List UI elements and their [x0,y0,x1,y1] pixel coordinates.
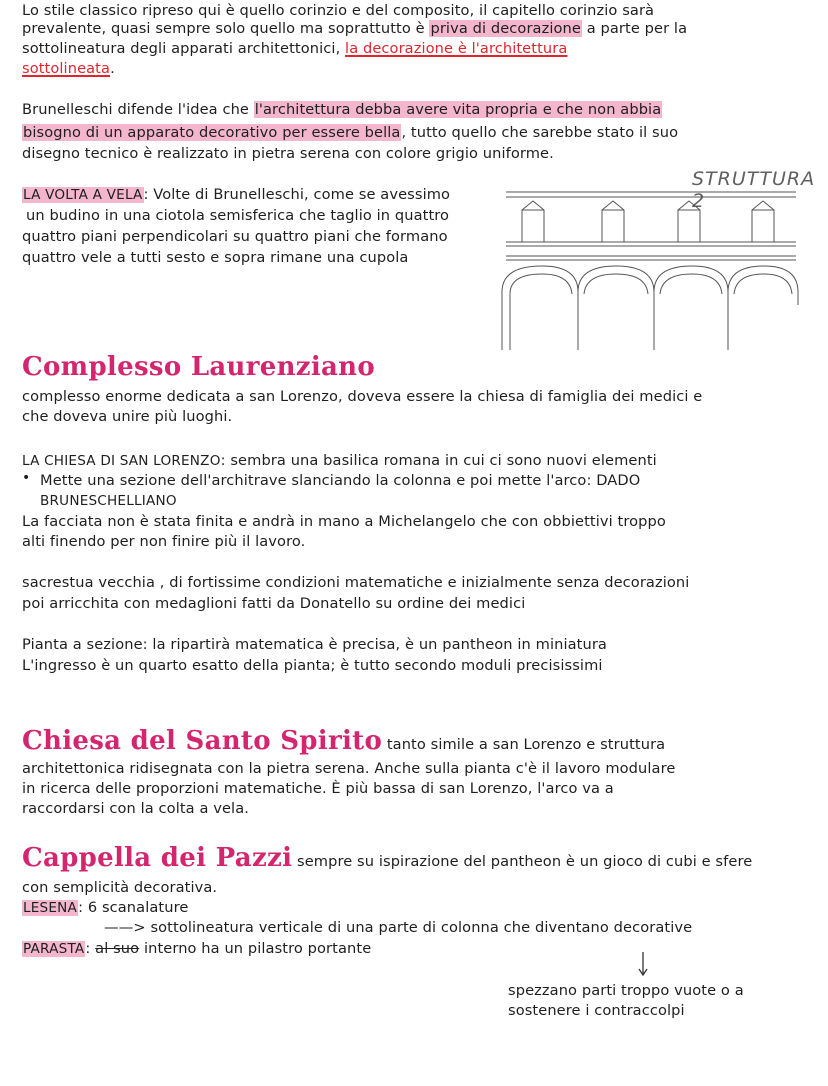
arcade-sketch [496,180,806,350]
lantern-1 [522,201,544,242]
volta-label: LA VOLTA A VELA [23,187,143,203]
spirito-line-2: in ricerca delle proporzioni matematiche. È più bassa di san Lorenzo, l'arco va a [22,780,614,797]
highlight-priva-decorazione: priva di decorazione [430,20,581,37]
sacrestia-line-1: sacrestua vecchia , di fortissime condizioni matematiche e inizialmente senza decorazioni [22,574,690,591]
pazzi-line-1: con semplicità decorativa. [22,879,218,896]
pianta-line-2: L'ingresso è un quarto esatto della pianta; è tutto secondo moduli precisissimi [22,657,603,674]
volta-line-1: LA VOLTA A VELA: Volte di Brunelleschi, come se avessimo [23,186,451,203]
down-arrow-icon [636,950,650,978]
chiesa-san-lorenzo-label: LA CHIESA DI SAN LORENZO [22,453,221,469]
chiesa-san-lorenzo-line: LA CHIESA DI SAN LORENZO: sembra una basilica romana in cui ci sono nuovi elementi [22,452,657,469]
pazzi-note-line-1: spezzano parti troppo vuote o a [508,982,744,999]
underline-decorazione-architettura: la decorazione è l'architettura [345,40,568,57]
volta-line-4: quattro vele a tutti sesto e sopra rimane una cupola [22,249,409,266]
title-cappella-pazzi: Cappella dei Pazzi sempre su ispirazione del pantheon è un gioco di cubi e sfere [22,843,753,873]
lesena-label: LESENA [23,900,78,916]
intro-line-4: sottolineata. [22,60,115,77]
bullet-line-2: BRUNESCHELLIANO [40,493,177,509]
bullet-dot: • [22,470,31,486]
intro-line-2: prevalente, quasi sempre solo quello ma soprattutto è priva di decorazione a parte per la [22,20,688,37]
brunelleschi-line-2: bisogno di un apparato decorativo per essere bella, tutto quello che sarebbe stato il suo [23,124,679,141]
facciata-line-1: La facciata non è stata finita e andrà in mano a Michelangelo che con obbiettivi troppo [22,513,666,530]
spirito-line-3: raccordarsi con la colta a vela. [22,800,249,817]
lesena-line: LESENA: 6 scanalature [23,899,189,916]
intro-line-3: sottolineatura degli apparati architettonici, la decorazione è l'architettura [22,40,568,57]
volta-line-2: un budino in una ciotola semisferica che taglio in quattro [26,207,450,224]
laurenziano-line-2: che doveva unire più luoghi. [22,408,233,425]
volta-line-3: quattro piani perpendicolari su quattro piani che formano [22,228,448,245]
brunelleschi-line-1: Brunelleschi difende l'idea che l'architettura debba avere vita propria e che non abbia [22,101,662,118]
parasta-line: PARASTA: al suo interno ha un pilastro portante [23,940,372,957]
parasta-strikethrough: al suo [95,940,140,957]
intro-line-1: Lo stile classico ripreso qui è quello corinzio e del composito, il capitello corinzio sarà [22,2,655,19]
title-complesso-laurenziano: Complesso Laurenziano [22,352,376,382]
pazzi-note-line-2: sostenere i contraccolpi [508,1002,685,1019]
title-santo-spirito: Chiesa del Santo Spirito tanto simile a san Lorenzo e struttura [22,726,666,756]
pianta-line-1: Pianta a sezione: la ripartirà matematica è precisa, è un pantheon in miniatura [22,636,607,653]
struttura-note: STRUTTURA 2 [692,168,816,212]
spirito-line-1: architettonica ridisegnata con la pietra serena. Anche sulla pianta c'è il lavoro modulare [22,760,676,777]
bullet-line-1: Mette una sezione dell'architrave slanciando la colonna e poi mette l'arco: DADO [40,472,641,489]
sacrestia-line-2: poi arricchita con medaglioni fatti da Donatello su ordine dei medici [22,595,526,612]
brunelleschi-line-3: disegno tecnico è realizzato in pietra serena con colore grigio uniforme. [22,145,554,162]
laurenziano-line-1: complesso enorme dedicata a san Lorenzo, doveva essere la chiesa di famiglia dei medici e [22,388,703,405]
lesena-arrow-line: ——> sottolineatura verticale di una parte di colonna che diventano decorative [104,919,693,936]
facciata-line-2: alti finendo per non finire più il lavoro. [22,533,306,550]
parasta-label: PARASTA [23,941,85,957]
